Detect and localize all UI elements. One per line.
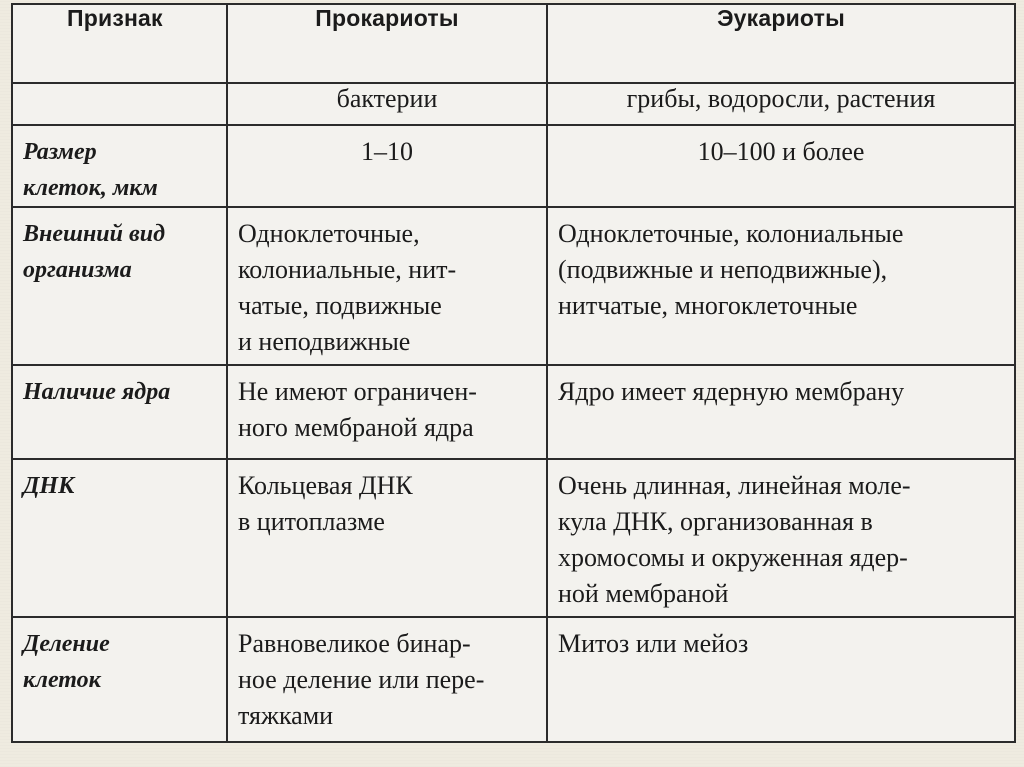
row-label-cell-division <box>12 617 227 742</box>
prokaryotes-cell-appearance <box>227 207 547 365</box>
cell-line: чатые, подвижные <box>238 291 442 320</box>
examples-eukaryotes: грибы, водоросли, растения <box>547 83 1015 125</box>
cell-line: нитчатые, многоклеточные <box>558 291 858 320</box>
cell-line: Ядро имеет ядерную мембрану <box>558 377 905 406</box>
comparison-table <box>11 3 1016 743</box>
eukaryotes-cell-nucleus <box>547 365 1015 459</box>
cell-line: Очень длинная, линейная моле- <box>558 471 911 500</box>
cell-line: ной мембраной <box>558 579 729 608</box>
row-label-line: Деление <box>23 631 110 657</box>
cell-line: Равновеликое бинар- <box>238 629 471 658</box>
cell-line: тяжками <box>238 701 334 730</box>
table-row <box>12 459 1015 617</box>
row-label-line: Размер <box>23 139 97 165</box>
cell-line: хромосомы и окруженная ядер- <box>558 543 908 572</box>
header-prokaryotes: Прокариоты <box>227 4 547 83</box>
cell-line: Митоз или мейоз <box>558 629 749 658</box>
cell-line: в цитоплазме <box>238 507 385 536</box>
eukaryotes-cell-dna <box>547 459 1015 617</box>
table-row <box>12 207 1015 365</box>
examples-empty <box>12 83 227 125</box>
cell-line: Одноклеточные, <box>238 219 420 248</box>
prokaryotes-cell-division <box>227 617 547 742</box>
cell-line: 10–100 и более <box>697 137 865 166</box>
eukaryotes-cell-size <box>547 125 1015 207</box>
cell-line: колониальные, нит- <box>238 255 457 284</box>
examples-prokaryotes: бактерии <box>227 83 547 125</box>
eukaryotes-cell-appearance <box>547 207 1015 365</box>
examples-row <box>12 83 1015 125</box>
prokaryotes-cell-dna <box>227 459 547 617</box>
row-label-line: организма <box>23 257 132 283</box>
row-label-line: клеток <box>23 667 101 693</box>
row-label-cell-size <box>12 125 227 207</box>
header-eukaryotes: Эукариоты <box>547 4 1015 83</box>
cell-line: 1–10 <box>361 137 413 166</box>
cell-line: и неподвижные <box>238 327 411 356</box>
row-label-cell-appearance <box>12 207 227 365</box>
cell-line: (подвижные и неподвижные), <box>558 255 888 284</box>
header-feature: Признак <box>12 4 227 83</box>
header-row <box>12 4 1015 83</box>
cell-line: Одноклеточные, колониальные <box>558 219 904 248</box>
cell-line: Не имеют ограничен- <box>238 377 477 406</box>
row-label-line: ДНК <box>23 473 75 499</box>
cell-line: Кольцевая ДНК <box>238 471 413 500</box>
row-label-cell-dna <box>12 459 227 617</box>
prokaryotes-cell-size <box>227 125 547 207</box>
cell-line: кула ДНК, организованная в <box>558 507 873 536</box>
cell-line: ного мембраной ядра <box>238 413 474 442</box>
table-row <box>12 365 1015 459</box>
row-label-line: Наличие ядра <box>23 379 171 405</box>
row-label-line: клеток, мкм <box>23 175 158 201</box>
prokaryotes-cell-nucleus <box>227 365 547 459</box>
eukaryotes-cell-division <box>547 617 1015 742</box>
row-label-line: Внешний вид <box>23 221 165 247</box>
row-label-cell-nucleus <box>12 365 227 459</box>
cell-line: ное деление или пере- <box>238 665 485 694</box>
table-row <box>12 617 1015 742</box>
table-row <box>12 125 1015 207</box>
